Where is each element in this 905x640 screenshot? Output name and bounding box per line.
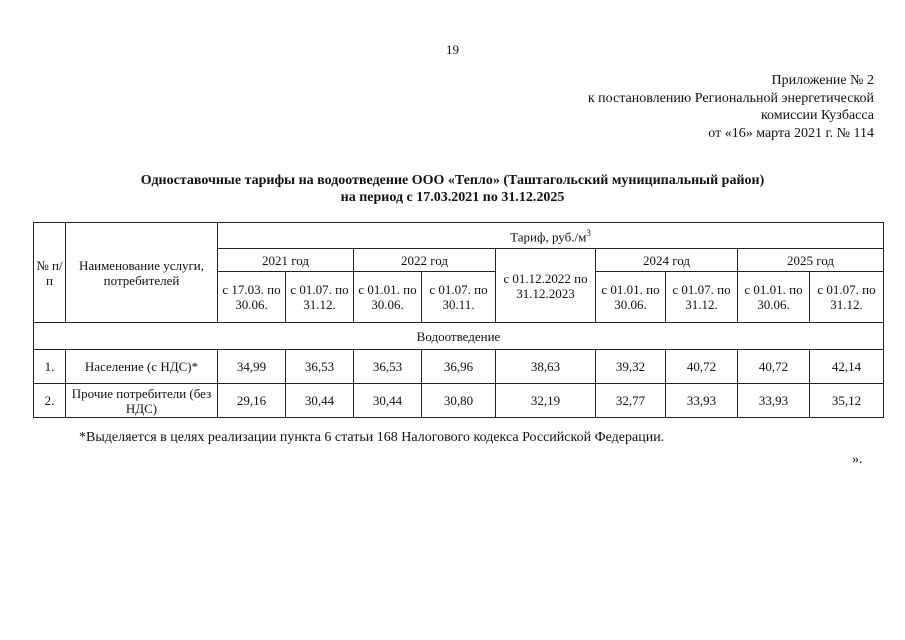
table-header-row	[34, 223, 884, 249]
page-number: 19	[446, 42, 459, 57]
appendix-line-4: от «16» марта 2021 г. № 114	[708, 125, 874, 141]
tariff-value: 32,19	[496, 384, 596, 418]
tariff-value: 32,77	[596, 384, 666, 418]
tariff-value: 36,53	[354, 350, 422, 384]
period-cell: с 17.03. по 30.06.	[218, 272, 286, 323]
tariff-value: 40,72	[666, 350, 738, 384]
closing-quote-mark: ».	[852, 452, 863, 467]
title-line-2: на период с 17.03.2021 по 31.12.2025	[340, 190, 565, 205]
period-cell: с 01.07. по 31.12.	[666, 272, 738, 323]
header-tariff-label: Тариф, руб./м	[510, 229, 587, 245]
tariff-value: 36,96	[422, 350, 496, 384]
appendix-line-2: к постановлению Региональной энергетической	[587, 90, 874, 106]
header-tariff	[218, 223, 884, 249]
tariff-value: 33,93	[738, 384, 810, 418]
period-cell: с 01.01. по 30.06.	[354, 272, 422, 323]
year-2021: 2021 год	[218, 249, 354, 272]
tariff-value: 30,44	[354, 384, 422, 418]
table-row	[34, 384, 884, 418]
tariff-value: 33,93	[666, 384, 738, 418]
appendix-header	[588, 72, 874, 142]
year-2025: 2025 год	[738, 249, 884, 272]
footnote: *Выделяется в целях реализации пункта 6 статьи 168 Налогового кодекса Российской Федерации.	[79, 430, 665, 445]
header-tariff-unit: 3	[586, 228, 591, 239]
tariff-value: 39,32	[596, 350, 666, 384]
year-2024: 2024 год	[596, 249, 738, 272]
period-cell: с 01.01. по 30.06.	[596, 272, 666, 323]
appendix-line-1: Приложение № 2	[771, 73, 874, 88]
year-2022: 2022 год	[354, 249, 496, 272]
row-number: 1.	[34, 350, 66, 384]
tariff-value: 30,80	[422, 384, 496, 418]
tariff-value: 38,63	[496, 350, 596, 384]
section-title: Водоотведение	[34, 323, 884, 350]
section-row	[34, 323, 884, 350]
period-cell: с 01.01. по 30.06.	[738, 272, 810, 323]
period-cell: с 01.07. по 30.11.	[422, 272, 496, 323]
tariff-value: 34,99	[218, 350, 286, 384]
tariff-value: 42,14	[810, 350, 884, 384]
header-num: № п/п	[34, 223, 66, 323]
tariff-value: 30,44	[286, 384, 354, 418]
tariff-value: 40,72	[738, 350, 810, 384]
document-title	[0, 172, 905, 206]
row-name: Прочие потребители (без НДС)	[66, 384, 218, 418]
tariff-value: 35,12	[810, 384, 884, 418]
period-2022-2023: с 01.12.2022 по 31.12.2023	[496, 249, 596, 323]
tariff-value: 36,53	[286, 350, 354, 384]
table-row	[34, 350, 884, 384]
title-line-1: Одноставочные тарифы на водоотведение ООО «Тепло» (Таштагольский муниципальный район)	[140, 173, 765, 188]
tariff-value: 29,16	[218, 384, 286, 418]
row-name: Население (с НДС)*	[66, 350, 218, 384]
tariff-table	[33, 222, 884, 418]
period-cell: с 01.07. по 31.12.	[810, 272, 884, 323]
period-cell: с 01.07. по 31.12.	[286, 272, 354, 323]
header-name: Наименование услуги, потребителей	[66, 223, 218, 323]
row-number: 2.	[34, 384, 66, 418]
appendix-line-3: комиссии Кузбасса	[760, 108, 874, 123]
